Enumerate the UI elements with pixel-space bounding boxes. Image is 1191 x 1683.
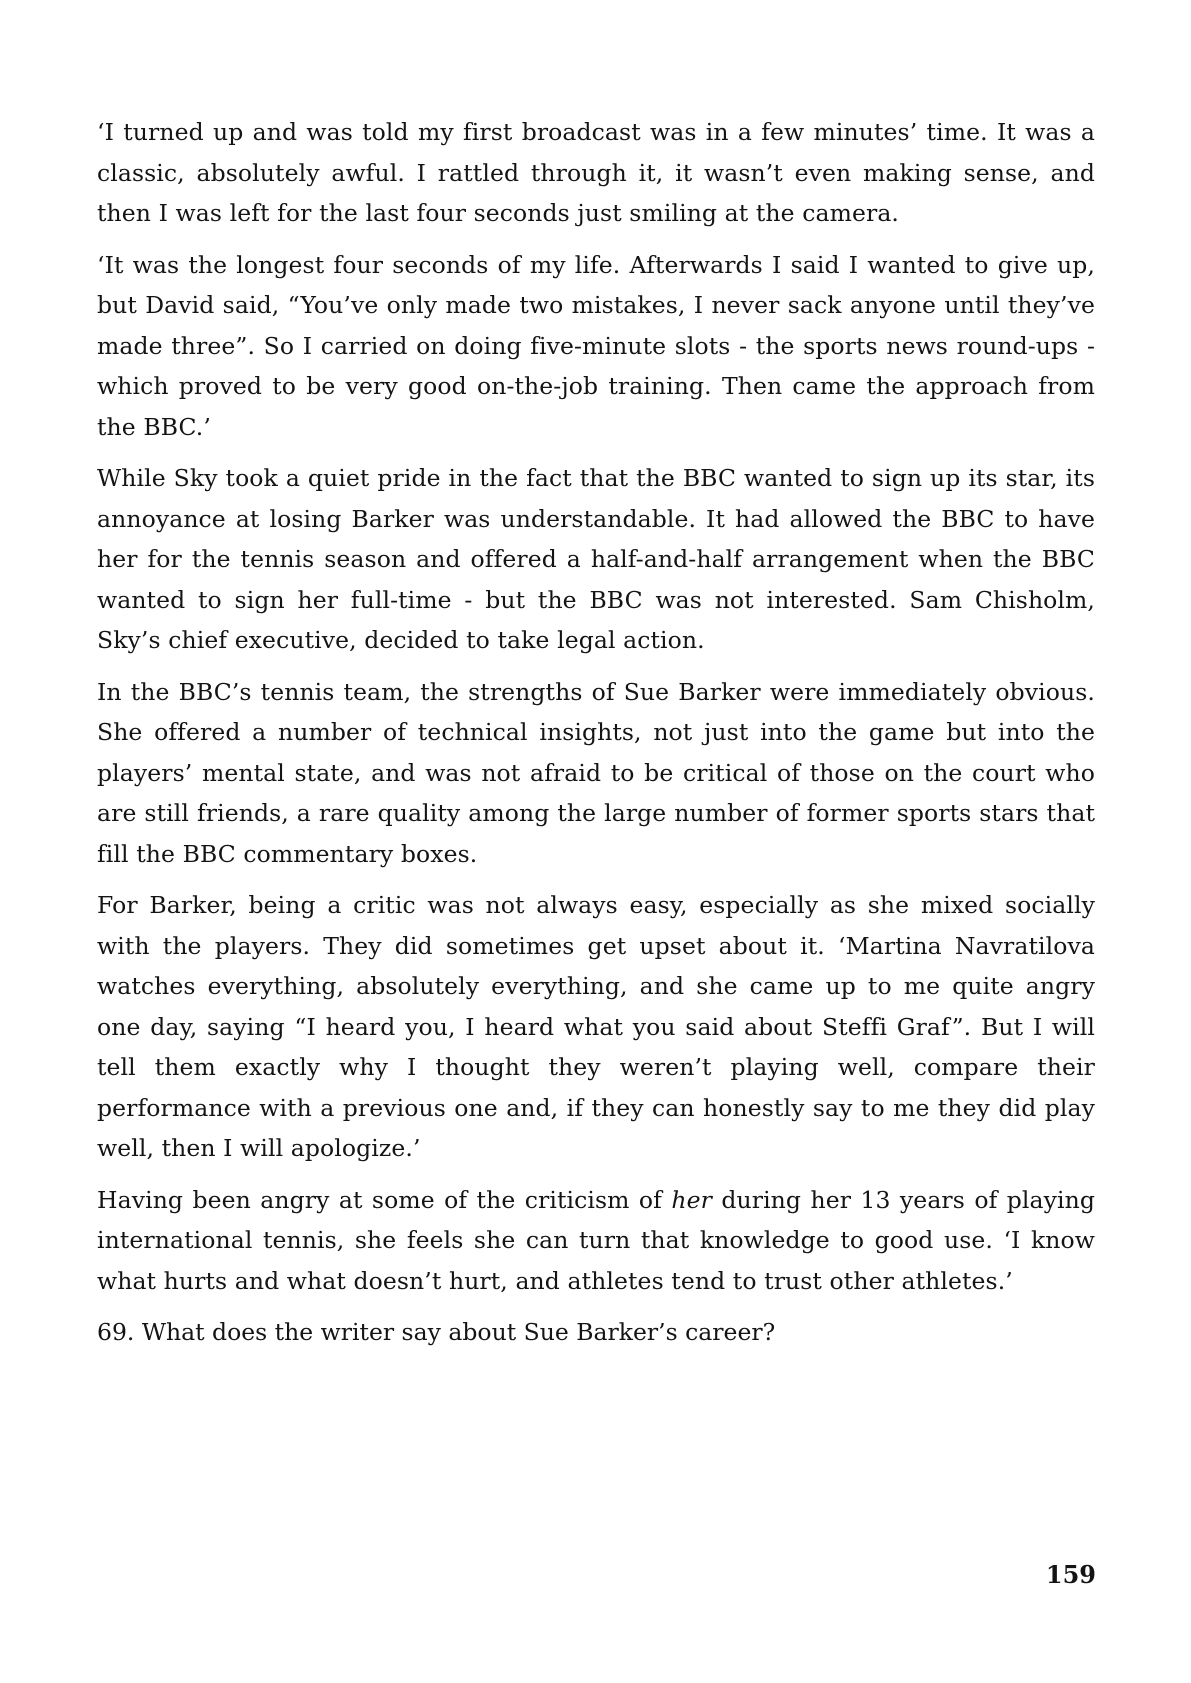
paragraph-2: ‘It was the longest four seconds of my life. Afterwards I said I wanted to give up, but David said, “You’ve only made two mistakes, I never sack anyone until they’ve made three”. So I carried on doing five-minute slots - the sports news round-ups - which proved to be very good on-the-job training. Then came the approach from the BBC.’	[97, 250, 1095, 441]
paragraph-6	[97, 1180, 1095, 1302]
paragraph-3: While Sky took a quiet pride in the fact that the BBC wanted to sign up its star, its annoyance at losing Barker was understandable. It had allowed the BBC to have her for the tennis season and offered a half-and-half arrangement when the BBC wanted to sign her full-time - but the BBC was not interested. Sam Chisholm, Sky’s chief executive, decided to take legal action.	[97, 464, 1095, 654]
paragraph-6-text-start: Having been angry at some of the criticism of	[97, 1185, 672, 1214]
page-number: 159	[1045, 1560, 1096, 1589]
paragraph-6-emphasis: her	[671, 1185, 712, 1214]
paragraph-5: For Barker, being a critic was not always easy, especially as she mixed socially with the players. They did sometimes get upset about it. ‘Martina Navratilova watches everything, absolutely everything, and she came up to me quite angry one day, saying “I heard you, I heard what you said about Steffi Graf”. But I will tell them exactly why I thought they weren’t playing well, compare their performance with a previous one and, if they can honestly say to me they did play well, then I will apologize.’	[97, 891, 1095, 1162]
paragraph-6-text-end: during her 13 years of playing international tennis, she feels she can turn that knowledge to good use. ‘I know what hurts and what doesn’t hurt, and athletes tend to trust other athletes.’	[97, 1185, 1095, 1295]
page-body	[97, 112, 1095, 1353]
question-69: 69. What does the writer say about Sue Barker’s career?	[97, 1318, 776, 1346]
paragraph-4: In the BBC’s tennis team, the strengths of Sue Barker were immediately obvious. She offered a number of technical insights, not just into the game but into the players’ mental state, and was not afraid to be critical of those on the court who are still friends, a rare quality among the large number of former sports stars that fill the BBC commentary boxes.	[97, 677, 1095, 868]
paragraph-1: ‘I turned up and was told my first broadcast was in a few minutes’ time. It was a classic, absolutely awful. I rattled through it, it wasn’t even making sense, and then I was left for the last four seconds just smiling at the camera.	[97, 118, 1095, 227]
